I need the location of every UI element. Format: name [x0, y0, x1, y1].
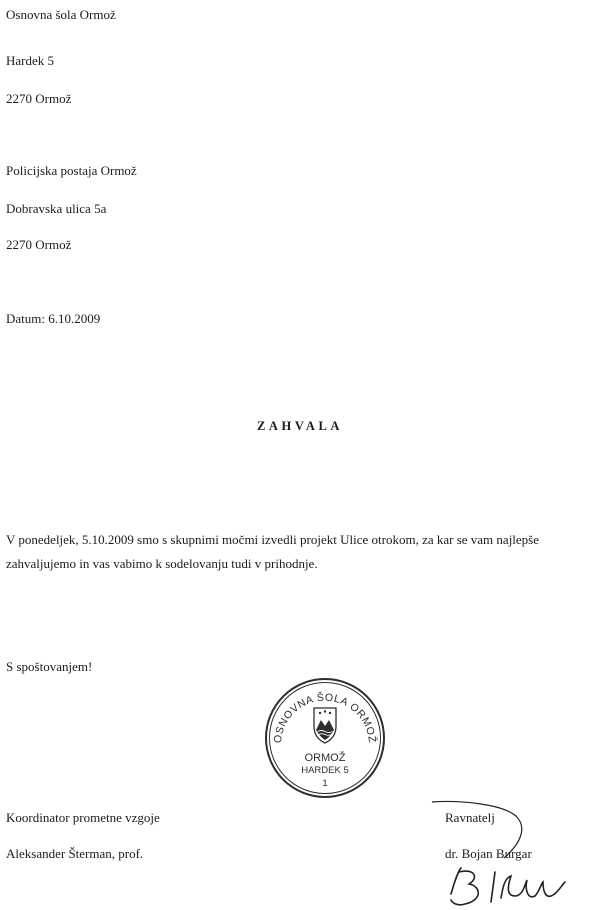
letter-closing: S spoštovanjem!	[6, 659, 93, 674]
recipient-city: 2270 Ormož	[6, 237, 72, 252]
stamp-number: 1	[322, 778, 328, 789]
sender-street: Hardek 5	[6, 53, 55, 68]
right-signatory-role: Ravnatelj	[445, 810, 495, 825]
handwritten-signature	[445, 866, 575, 908]
letter-title: ZAHVALA	[256, 419, 344, 433]
left-signatory-name: Aleksander Šterman, prof.	[6, 846, 144, 861]
stamp-address: HARDEK 5	[301, 765, 349, 776]
school-stamp	[263, 676, 387, 800]
stamp-ring-text: OSNOVNA ŠOLA ORMOŽ	[271, 691, 379, 744]
recipient-name: Policijska postaja Ormož	[6, 163, 137, 178]
letter-body: V ponedeljek, 5.10.2009 smo s skupnimi močmi izvedli projekt Ulice otrokom, za kar se vam najlepše zahvaljujemo in vas vabimo k sodelovanju tudi v prihodnje.	[6, 532, 540, 571]
right-signatory-name: dr. Bojan Burgar	[445, 846, 532, 861]
stamp-name: ORMOŽ	[304, 752, 346, 764]
left-signatory-role: Koordinator prometne vzgoje	[6, 810, 160, 825]
sender-city: 2270 Ormož	[6, 91, 72, 106]
sender-name: Osnovna šola Ormož	[6, 7, 116, 22]
recipient-street: Dobravska ulica 5a	[6, 201, 107, 216]
letter-date: Datum: 6.10.2009	[6, 311, 101, 326]
coat-of-arms-icon	[314, 708, 336, 743]
